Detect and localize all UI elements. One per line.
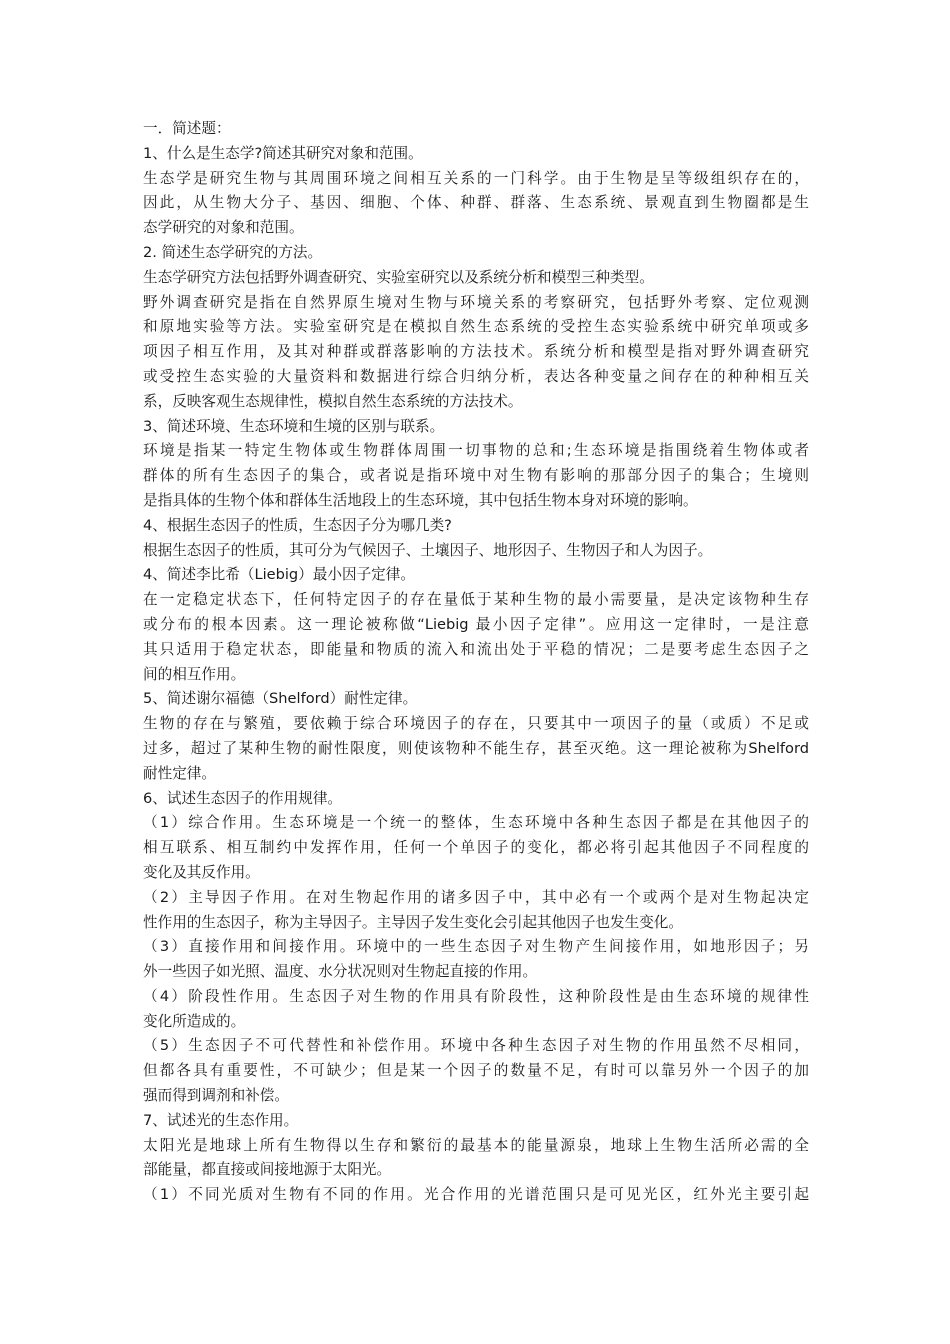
paragraph-line: 环境是指某一特定生物体或生物群体周围一切事物的总和;生态环境是指围绕着生物体或者: [143, 442, 809, 460]
answer-paragraph: [143, 935, 809, 985]
paragraph-line: 和原地实验等方法。实验室研究是在模拟自然生态系统的受控生态实验系统中研究单项或多: [143, 318, 809, 336]
answer-paragraph: [143, 1034, 809, 1108]
paragraph-line: 强而得到调剂和补偿。: [143, 1087, 289, 1105]
question-heading: 4、根据生态因子的性质，生态因子分为哪几类?: [143, 516, 452, 534]
paragraph-line: 间的相互作用。: [143, 665, 246, 683]
answer-paragraph: [143, 167, 809, 241]
answer-paragraph: [143, 886, 809, 936]
paragraph-line: 过多，超过了某种生物的耐性限度，则使该物种不能生存，甚至灭绝。这一理论被称为Shelford: [143, 739, 809, 757]
paragraph-line: 性作用的生态因子，称为主导因子。主导因子发生变化会引起其他因子也发生变化。: [143, 913, 683, 931]
answer-paragraph: [143, 291, 809, 415]
paragraph-line: 但都各具有重要性，不可缺少；但是某一个因子的数量不足，有时可以靠另外一个因子的加: [143, 1062, 809, 1080]
paragraph-line: 根据生态因子的性质，其可分为气候因子、土壤因子、地形因子、生物因子和人为因子。: [143, 541, 713, 559]
paragraph-line: 态学研究的对象和范围。: [143, 219, 304, 237]
paragraph-line: （1）综合作用。生态环境是一个统一的整体，生态环境中各种生态因子都是在其他因子的: [143, 814, 809, 832]
question-heading: 6、试述生态因子的作用规律。: [143, 789, 343, 807]
document-page: [143, 117, 809, 1208]
question-heading: 1、什么是生态学?简述其研究对象和范围。: [143, 144, 423, 162]
question-heading: 7、试述光的生态作用。: [143, 1111, 299, 1129]
answer-paragraph: [143, 985, 809, 1035]
paragraph-line: 野外调查研究是指在自然界原生境对生物与环境关系的考察研究，包括野外考察、定位观测: [143, 293, 809, 311]
section-title: 一．简述题：: [143, 120, 231, 137]
question-heading: 3、简述环境、生态环境和生境的区别与联系。: [143, 417, 445, 435]
answer-paragraph: [143, 1134, 809, 1184]
paragraph-line: 相互联系、相互制约中发挥作用，任何一个单因子的变化，都必将引起其他因子不同程度的: [143, 839, 809, 857]
answer-paragraph: [143, 712, 809, 786]
paragraph-line: 是指具体的生物个体和群体生活地段上的生态环境，其中包括生物本身对环境的影响。: [143, 491, 698, 509]
paragraph-line: 耐性定律。: [143, 764, 216, 782]
question-heading: 4、简述李比希（Liebig）最小因子定律。: [143, 566, 415, 584]
paragraph-line: 生态学研究方法包括野外调查研究、实验室研究以及系统分析和模型三种类型。: [143, 268, 654, 286]
paragraph-line: （3）直接作用和间接作用。环境中的一些生态因子对生物产生间接作用，如地形因子；另: [143, 938, 809, 956]
paragraph-line: （5）生态因子不可代替性和补偿作用。环境中各种生态因子对生物的作用虽然不尽相同，: [143, 1037, 809, 1055]
paragraph-line: 太阳光是地球上所有生物得以生存和繁衍的最基本的能量源泉，地球上生物生活所必需的全: [143, 1136, 809, 1154]
paragraph-line: 或受控生态实验的大量资料和数据进行综合归纳分析，表达各种变量之间存在的种种相互关: [143, 367, 809, 385]
paragraph-line: 项因子相互作用，及其对种群或群落影响的方法技术。系统分析和模型是指对野外调查研究: [143, 343, 809, 361]
answer-paragraph: [143, 588, 809, 687]
answer-paragraph: [143, 1183, 809, 1208]
paragraph-line: 部能量，都直接或间接地源于太阳光。: [143, 1161, 392, 1179]
paragraph-line: 其只适用于稳定状态，即能量和物质的流入和流出处于平稳的情况；二是要考虑生态因子之: [143, 640, 809, 658]
paragraph-line: 变化所造成的。: [143, 1012, 246, 1030]
paragraph-line: （2）主导因子作用。在对生物起作用的诸多因子中，其中必有一个或两个是对生物起决定: [143, 888, 809, 906]
paragraph-line: 生态学是研究生物与其周围环境之间相互关系的一门科学。由于生物是呈等级组织存在的，: [143, 169, 809, 187]
paragraph-line: （1）不同光质对生物有不同的作用。光合作用的光谱范围只是可见光区，红外光主要引起: [143, 1186, 809, 1204]
paragraph-line: （4）阶段性作用。生态因子对生物的作用具有阶段性，这种阶段性是由生态环境的规律性: [143, 987, 809, 1005]
paragraph-line: 因此，从生物大分子、基因、细胞、个体、种群、群落、生态系统、景观直到生物圈都是生: [143, 194, 809, 212]
answer-paragraph: [143, 439, 809, 513]
answer-paragraph: [143, 811, 809, 885]
paragraph-line: 在一定稳定状态下，任何特定因子的存在量低于某种生物的最小需要量，是决定该物种生存: [143, 591, 809, 609]
question-heading: 2. 简述生态学研究的方法。: [143, 243, 323, 261]
answer-paragraph: [143, 539, 809, 564]
question-heading: 5、简述谢尔福德（Shelford）耐性定律。: [143, 690, 418, 708]
paragraph-line: 群体的所有生态因子的集合，或者说是指环境中对生物有影响的那部分因子的集合；生境则: [143, 467, 809, 485]
paragraph-line: 外一些因子如光照、温度、水分状况则对生物起直接的作用。: [143, 963, 538, 981]
paragraph-line: 或分布的根本因素。这一理论被称做“Liebig 最小因子定律”。应用这一定律时，一是注意: [143, 615, 809, 633]
paragraph-line: 生物的存在与繁殖，要依赖于综合环境因子的存在，只要其中一项因子的量（或质）不足或: [143, 715, 809, 733]
paragraph-line: 变化及其反作用。: [143, 863, 260, 881]
answer-paragraph: [143, 266, 809, 291]
paragraph-line: 系，反映客观生态规律性，模拟自然生态系统的方法技术。: [143, 392, 523, 410]
